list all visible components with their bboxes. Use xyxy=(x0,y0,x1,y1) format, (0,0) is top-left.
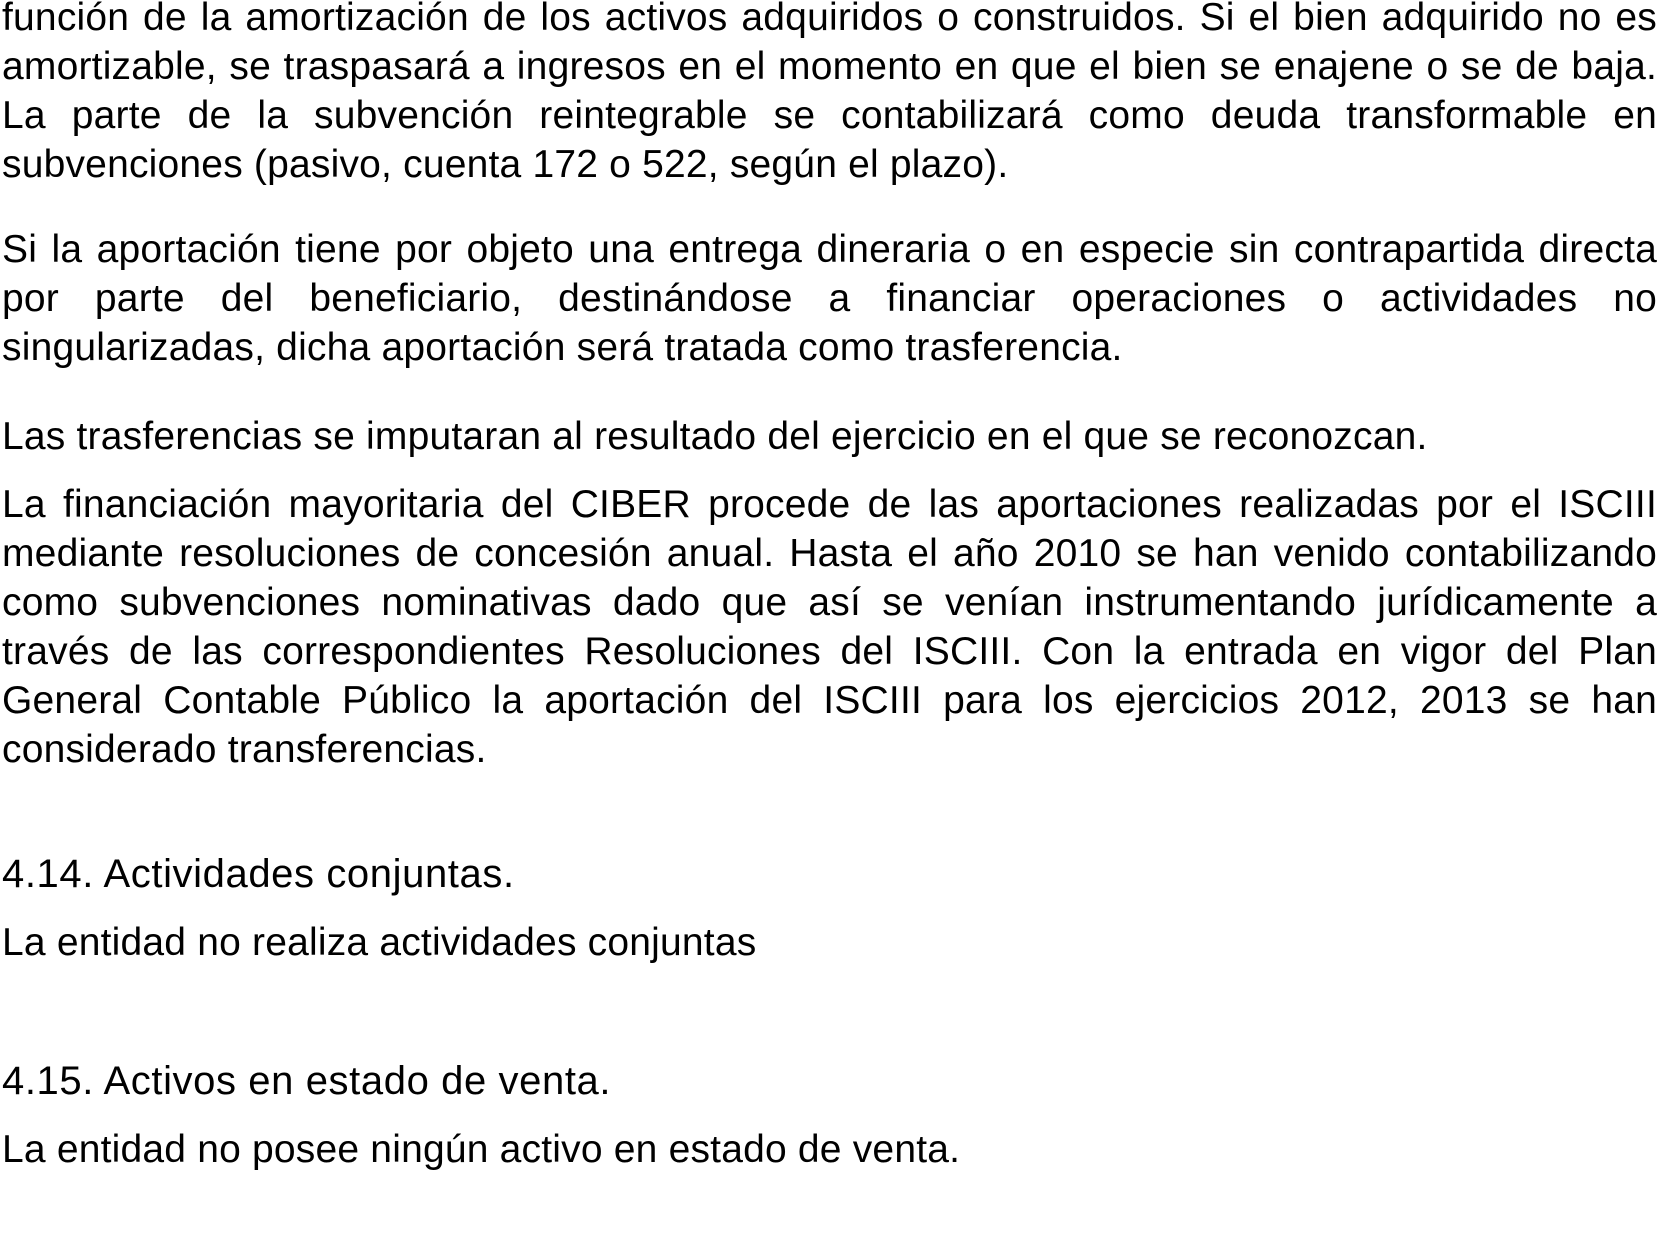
section-body-joint-activities: La entidad no realiza actividades conjuntas xyxy=(2,921,757,964)
paragraph-transfer-imputation: Las trasferencias se imputaran al resultado del ejercicio en el que se reconozcan. xyxy=(2,415,1428,458)
section-body-assets-for-sale: La entidad no posee ningún activo en estado de venta. xyxy=(2,1128,961,1171)
section-heading-joint-activities: 4.14. Actividades conjuntas. xyxy=(2,852,515,896)
paragraph-subsidy-amortization: función de la amortización de los activos adquiridos o construidos. Si el bien adquirido no es amortizable, se traspasará a ingresos en el momento en que el bien se enajene o se de baja. La parte de la subvención reintegrable se contabilizará como deuda transformable en subvenciones (pasivo, cuenta 172 o 522, según el plazo). xyxy=(2,0,1657,186)
paragraph-transfer-definition: Si la aportación tiene por objeto una entrega dineraria o en especie sin contrapartida directa por parte del beneficiario, destinándose a financiar operaciones o actividades no singularizadas, dicha aportación será tratada como trasferencia. xyxy=(2,228,1657,369)
section-heading-assets-for-sale: 4.15. Activos en estado de venta. xyxy=(2,1059,612,1103)
paragraph-ciber-financing: La financiación mayoritaria del CIBER procede de las aportaciones realizadas por el ISCIII mediante resoluciones de concesión anual. Hasta el año 2010 se han venido contabilizando como subvenciones nominativas dado que así se venían instrumentando jurídicamente a través de las correspondientes Resoluciones del ISCIII. Con la entrada en vigor del Plan General Contable Público la aportación del ISCIII para los ejercicios 2012, 2013 se han considerado transferencias. xyxy=(2,483,1657,771)
